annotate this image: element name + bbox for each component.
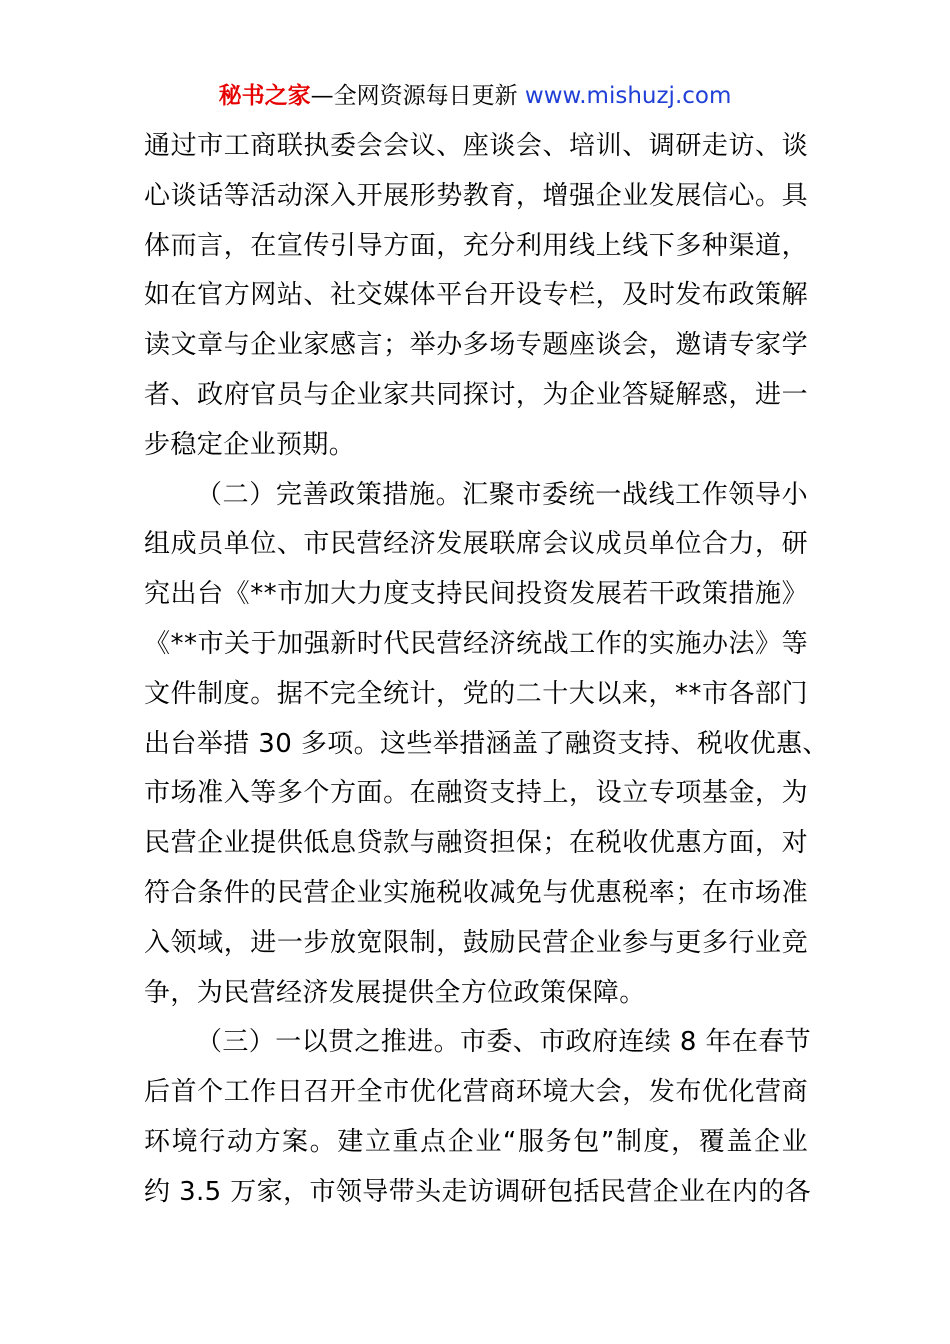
text-line: 文件制度。据不完全统计，党的二十大以来，**市各部门 bbox=[144, 678, 808, 709]
page-header bbox=[0, 80, 950, 112]
section-heading-line: （二）完善政策措施。汇聚市委统一战线工作领导小 bbox=[196, 479, 808, 510]
text-line: 究出台《**市加大力度支持民间投资发展若干政策措施》 bbox=[144, 579, 808, 610]
document-body bbox=[144, 122, 829, 1218]
text-line: 心谈话等活动深入开展形势教育，增强企业发展信心。具 bbox=[144, 180, 808, 211]
section-heading-line: （三）一以贯之推进。市委、市政府连续 8 年在春节 bbox=[196, 1027, 812, 1058]
text-line: 环境行动方案。建立重点企业“服务包”制度，覆盖企业 bbox=[144, 1126, 808, 1157]
text-line: 如在官方网站、社交媒体平台开设专栏，及时发布政策解 bbox=[144, 280, 808, 311]
text-line: 约 3.5 万家，市领导带头走访调研包括民营企业在内的各 bbox=[144, 1176, 812, 1207]
text-line: 者、政府官员与企业家共同探讨，为企业答疑解惑，进一 bbox=[144, 379, 808, 410]
text-line: 读文章与企业家感言；举办多场专题座谈会，邀请专家学 bbox=[144, 330, 808, 361]
brand-name: 秘书之家 bbox=[218, 83, 311, 109]
text-line: 入领域，进一步放宽限制，鼓励民营企业参与更多行业竞 bbox=[144, 927, 808, 958]
site-url-link[interactable]: www.mishuzj.com bbox=[524, 83, 732, 109]
text-line: 通过市工商联执委会会议、座谈会、培训、调研走访、谈 bbox=[144, 131, 808, 161]
header-tagline: —全网资源每日更新 bbox=[310, 83, 525, 109]
text-line: 后首个工作日召开全市优化营商环境大会，发布优化营商 bbox=[144, 1077, 808, 1108]
text-line: 符合条件的民营企业实施税收减免与优惠税率；在市场准 bbox=[144, 877, 808, 908]
text-line: 争，为民营经济发展提供全方位政策保障。 bbox=[144, 977, 646, 1008]
text-line: 步稳定企业预期。 bbox=[144, 429, 356, 460]
text-line: 体而言，在宣传引导方面，充分利用线上线下多种渠道， bbox=[144, 230, 808, 261]
text-line: 组成员单位、市民营经济发展联席会议成员单位合力，研 bbox=[144, 529, 808, 560]
text-line: 民营企业提供低息贷款与融资担保；在税收优惠方面，对 bbox=[144, 828, 808, 859]
text-line: 出台举措 30 多项。这些举措涵盖了融资支持、税收优惠、 bbox=[144, 728, 829, 759]
text-line: 市场准入等多个方面。在融资支持上，设立专项基金，为 bbox=[144, 778, 808, 809]
text-line: 《**市关于加强新时代民营经济统战工作的实施办法》等 bbox=[144, 628, 808, 659]
